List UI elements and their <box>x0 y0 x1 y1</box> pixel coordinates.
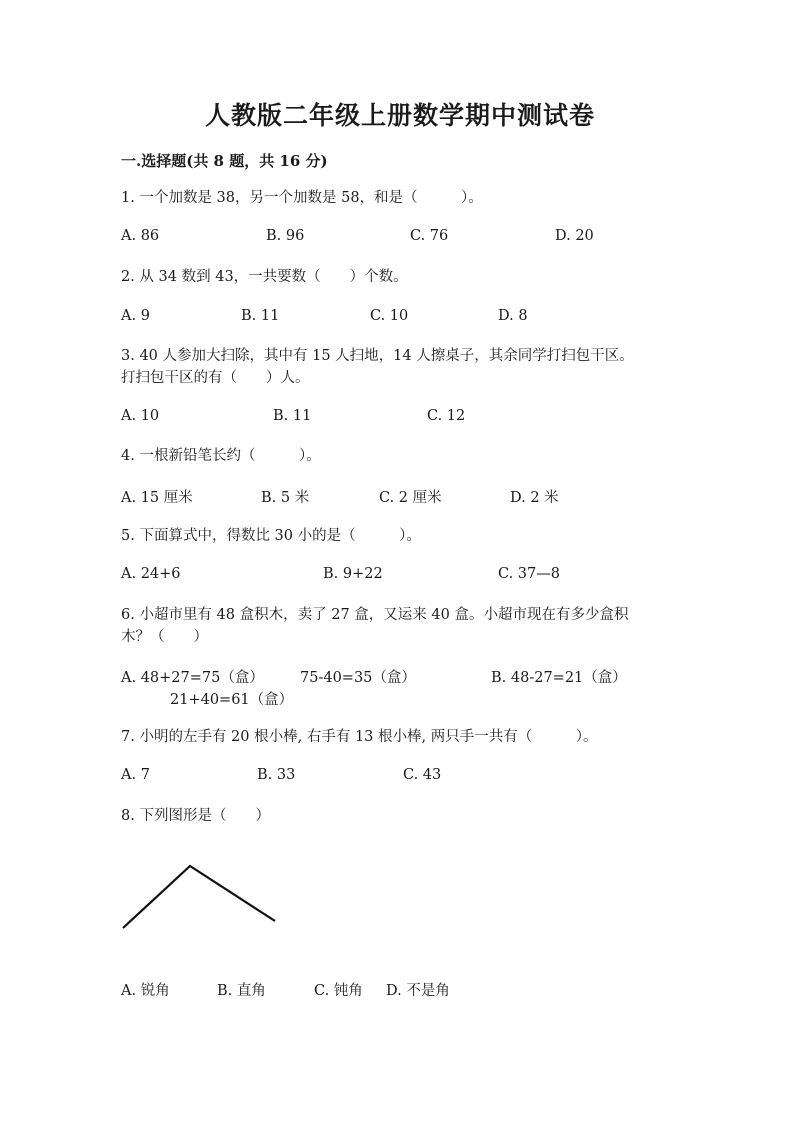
q2-option-d: D. 8 <box>498 308 528 324</box>
q3-option-b: B. 11 <box>273 408 312 424</box>
q4-option-d: D. 2 米 <box>510 490 559 506</box>
q4-option-a: A. 15 厘米 <box>121 490 193 506</box>
q2-option-c: C. 10 <box>370 308 409 324</box>
question-2-stem: 2. 从 34 数到 43，一共要数（ ）个数。 <box>121 269 408 285</box>
q8-option-a: A. 锐角 <box>121 983 170 999</box>
q3-option-a: A. 10 <box>121 408 160 424</box>
q7-option-c: C. 43 <box>403 767 442 783</box>
angle-figure <box>118 860 288 940</box>
question-6-stem-line-2: 木？（ ） <box>121 629 208 645</box>
q6-option-a-step-2: 75-40=35（盒） <box>300 670 416 686</box>
q1-option-a: A. 86 <box>121 228 160 244</box>
question-7-stem: 7. 小明的左手有 20 根小棒, 右手有 13 根小棒, 两只手一共有（ ）。 <box>121 729 598 745</box>
q7-option-b: B. 33 <box>257 767 296 783</box>
q2-option-a: A. 9 <box>121 308 150 324</box>
question-3-stem-line-2: 打扫包干区的有（ ）人。 <box>121 370 310 386</box>
q6-option-b-step-2: 21+40=61（盒） <box>170 692 294 708</box>
question-8-stem: 8. 下列图形是（ ） <box>121 808 270 824</box>
q4-option-c: C. 2 厘米 <box>379 490 442 506</box>
question-6-stem-line-1: 6. 小超市里有 48 盒积木，卖了 27 盒，又运来 40 盒。小超市现在有多少盒积 <box>121 607 629 623</box>
question-3-stem-line-1: 3. 40 人参加大扫除，其中有 15 人扫地，14 人擦桌子，其余同学打扫包干区。 <box>121 348 634 364</box>
q6-option-b-line-1: B. 48-27=21（盒） <box>491 670 627 686</box>
q7-option-a: A. 7 <box>121 767 150 783</box>
q5-option-b: B. 9+22 <box>323 566 383 582</box>
q8-option-d: D. 不是角 <box>386 983 450 999</box>
q1-option-d: D. 20 <box>555 228 594 244</box>
question-4-stem: 4. 一根新铅笔长约（ ）。 <box>121 448 321 464</box>
q8-option-c: C. 钝角 <box>314 983 363 999</box>
q4-option-b: B. 5 米 <box>261 490 310 506</box>
page-title: 人教版二年级上册数学期中测试卷 <box>204 101 595 130</box>
q1-option-b: B. 96 <box>266 228 305 244</box>
q5-option-c: C. 37—8 <box>498 566 560 582</box>
question-5-stem: 5. 下面算式中，得数比 30 小的是（ ）。 <box>121 528 421 544</box>
question-1-stem: 1. 一个加数是 38，另一个加数是 58，和是（ ）。 <box>121 190 483 206</box>
section-heading: 一.选择题(共 8 题，共 16 分) <box>121 152 328 170</box>
q1-option-c: C. 76 <box>410 228 449 244</box>
q6-option-a-line-1: A. 48+27=75（盒） <box>121 670 264 686</box>
q5-option-a: A. 24+6 <box>121 566 181 582</box>
q8-option-b: B. 直角 <box>217 983 266 999</box>
angle-lines <box>123 866 275 928</box>
q2-option-b: B. 11 <box>241 308 280 324</box>
q3-option-c: C. 12 <box>427 408 466 424</box>
